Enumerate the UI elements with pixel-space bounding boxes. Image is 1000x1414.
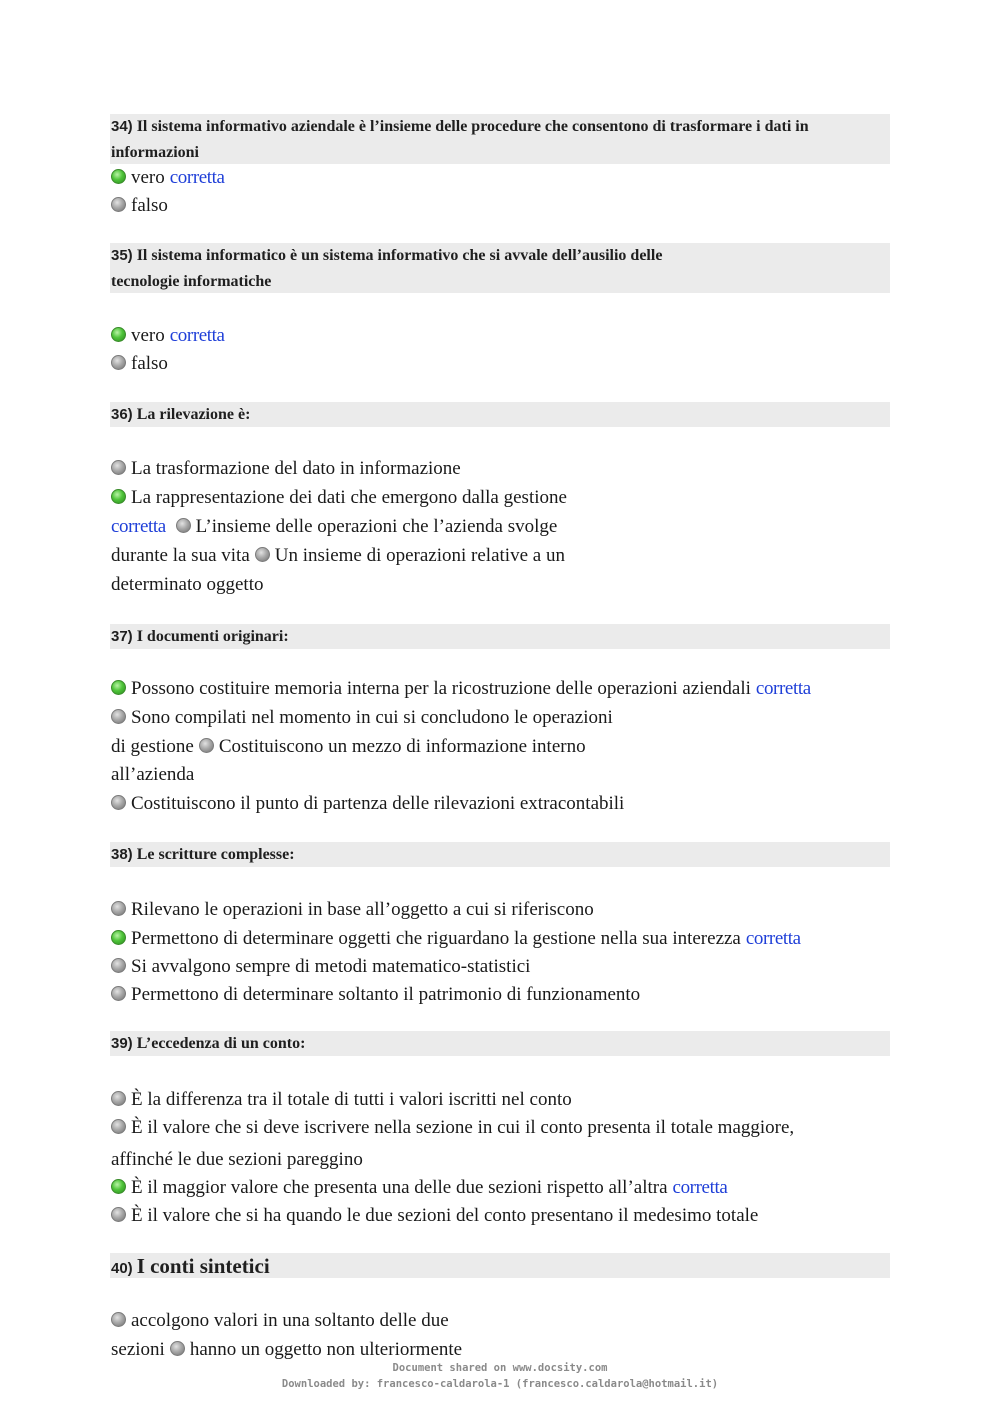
answer-line [111, 981, 640, 1009]
wrong-answer-icon [111, 1312, 126, 1327]
wrong-answer-icon [111, 1091, 126, 1106]
wrong-answer-icon [111, 986, 126, 1001]
answer-line [111, 1174, 727, 1202]
wrong-answer-icon [170, 1341, 185, 1356]
correct-answer-icon [111, 930, 126, 945]
question-number: 35) [111, 247, 133, 264]
wrong-answer-icon [255, 547, 270, 562]
answer-line [111, 192, 168, 220]
answer-line [111, 1146, 363, 1174]
correct-answer-icon [111, 680, 126, 695]
question-title: tecnologie informatiche [111, 273, 272, 290]
answer-text: È il maggior valore che presenta una delle due sezioni rispetto all’altra [131, 1177, 668, 1198]
answer-line [111, 675, 811, 703]
answer-text: Costituiscono il punto di partenza delle rilevazioni extracontabili [131, 793, 625, 814]
answer-text: Permettono di determinare oggetti che riguardano la gestione nella sua interezza [131, 928, 741, 949]
answer-line [111, 733, 586, 761]
answer-text: Rilevano le operazioni in base all’oggetto a cui si riferiscono [131, 899, 594, 920]
answer-line [111, 1336, 462, 1364]
wrong-answer-icon [111, 958, 126, 973]
correct-label: corretta [745, 928, 801, 949]
answer-text: di gestione [111, 736, 194, 757]
wrong-answer-icon [111, 1207, 126, 1222]
answer-text: falso [131, 195, 168, 216]
answer-text: Si avvalgono sempre di metodi matematico-statistici [131, 956, 531, 977]
wrong-answer-icon [111, 709, 126, 724]
answer-text: Sono compilati nel momento in cui si concludono le operazioni [131, 707, 613, 728]
wrong-answer-icon [111, 355, 126, 370]
answer-line [111, 925, 801, 953]
question-number: 34) [111, 118, 133, 135]
answer-text: Possono costituire memoria interna per la ricostruzione delle operazioni aziendali [131, 678, 751, 699]
correct-label: corretta [755, 678, 811, 699]
answer-text: È il valore che si ha quando le due sezioni del conto presentano il medesimo totale [131, 1205, 759, 1226]
answer-text: accolgono valori in una soltanto delle due [131, 1310, 449, 1331]
answer-text: affinché le due sezioni pareggino [111, 1149, 363, 1170]
question-title: Il sistema informatico è un sistema informativo che si avvale dell’ausilio delle [136, 247, 663, 264]
answer-text: Permettono di determinare soltanto il patrimonio di funzionamento [131, 984, 641, 1005]
answer-line [111, 896, 594, 924]
correct-answer-icon [111, 489, 126, 504]
wrong-answer-icon [111, 197, 126, 212]
question-header [110, 402, 890, 427]
answer-line [111, 322, 225, 350]
question-title: La rilevazione è: [136, 406, 251, 423]
answer-line [111, 571, 263, 599]
answer-text: falso [131, 353, 168, 374]
question-header [110, 1031, 890, 1056]
answer-line [111, 1086, 572, 1114]
answer-line [111, 484, 567, 512]
answer-line [111, 542, 565, 570]
question-header [110, 114, 890, 164]
answer-text: durante la sua vita [111, 545, 250, 566]
answer-text: vero [131, 167, 165, 188]
answer-text: hanno un oggetto non ulteriormente [189, 1339, 463, 1360]
question-title: I documenti originari: [136, 628, 289, 645]
answer-line [111, 953, 530, 981]
question-title: I conti sintetici [136, 1254, 270, 1278]
answer-text: È il valore che si deve iscrivere nella sezione in cui il conto presenta il totale maggiore, [131, 1117, 795, 1138]
correct-label: corretta [169, 167, 225, 188]
answer-text: Costituiscono un mezzo di informazione interno [218, 736, 586, 757]
answer-line [111, 1307, 449, 1335]
correct-answer-icon [111, 1179, 126, 1194]
answer-text: La trasformazione del dato in informazione [131, 458, 461, 479]
answer-line [111, 761, 194, 789]
question-title: L’eccedenza di un conto: [136, 1035, 306, 1052]
answer-line [111, 513, 557, 541]
answer-text: all’azienda [111, 764, 195, 785]
answer-text: sezioni [111, 1339, 165, 1360]
question-title: Il sistema informativo aziendale è l’insieme delle procedure che consentono di trasformare i dati in [136, 118, 809, 135]
answer-text: È la differenza tra il totale di tutti i valori iscritti nel conto [131, 1089, 572, 1110]
answer-text: vero [131, 325, 165, 346]
wrong-answer-icon [111, 795, 126, 810]
answer-text: La rappresentazione dei dati che emergono dalla gestione [131, 487, 567, 508]
correct-answer-icon [111, 327, 126, 342]
question-header [110, 842, 890, 867]
footer-shared: Document shared on www.docsity.com [392, 1362, 608, 1374]
question-number: 38) [111, 846, 133, 863]
answer-text: Un insieme di operazioni relative a un [274, 545, 565, 566]
correct-label: corretta [672, 1177, 728, 1198]
answer-line [111, 704, 613, 732]
question-header [110, 243, 890, 293]
answer-line [111, 164, 225, 192]
question-header [110, 624, 890, 649]
question-title: Le scritture complesse: [136, 846, 295, 863]
correct-answer-icon [111, 169, 126, 184]
correct-label: corretta [111, 516, 166, 537]
wrong-answer-icon [111, 901, 126, 916]
answer-text: determinato oggetto [111, 574, 264, 595]
question-number: 39) [111, 1035, 133, 1052]
wrong-answer-icon [176, 518, 191, 533]
question-number: 40) [111, 1260, 133, 1277]
answer-line [111, 790, 624, 818]
wrong-answer-icon [199, 738, 214, 753]
question-number: 37) [111, 628, 133, 645]
wrong-answer-icon [111, 1119, 126, 1134]
answer-line [111, 350, 168, 378]
answer-line [111, 1114, 794, 1142]
answer-line [111, 455, 461, 483]
question-header [110, 1253, 890, 1278]
answer-text: L’insieme delle operazioni che l’azienda svolge [195, 516, 558, 537]
wrong-answer-icon [111, 460, 126, 475]
question-title: informazioni [111, 144, 199, 161]
footer-downloaded: Downloaded by: francesco-caldarola-1 (francesco.caldarola@hotmail.it) [281, 1378, 719, 1390]
correct-label: corretta [169, 325, 225, 346]
answer-line [111, 1202, 758, 1230]
question-number: 36) [111, 406, 133, 423]
